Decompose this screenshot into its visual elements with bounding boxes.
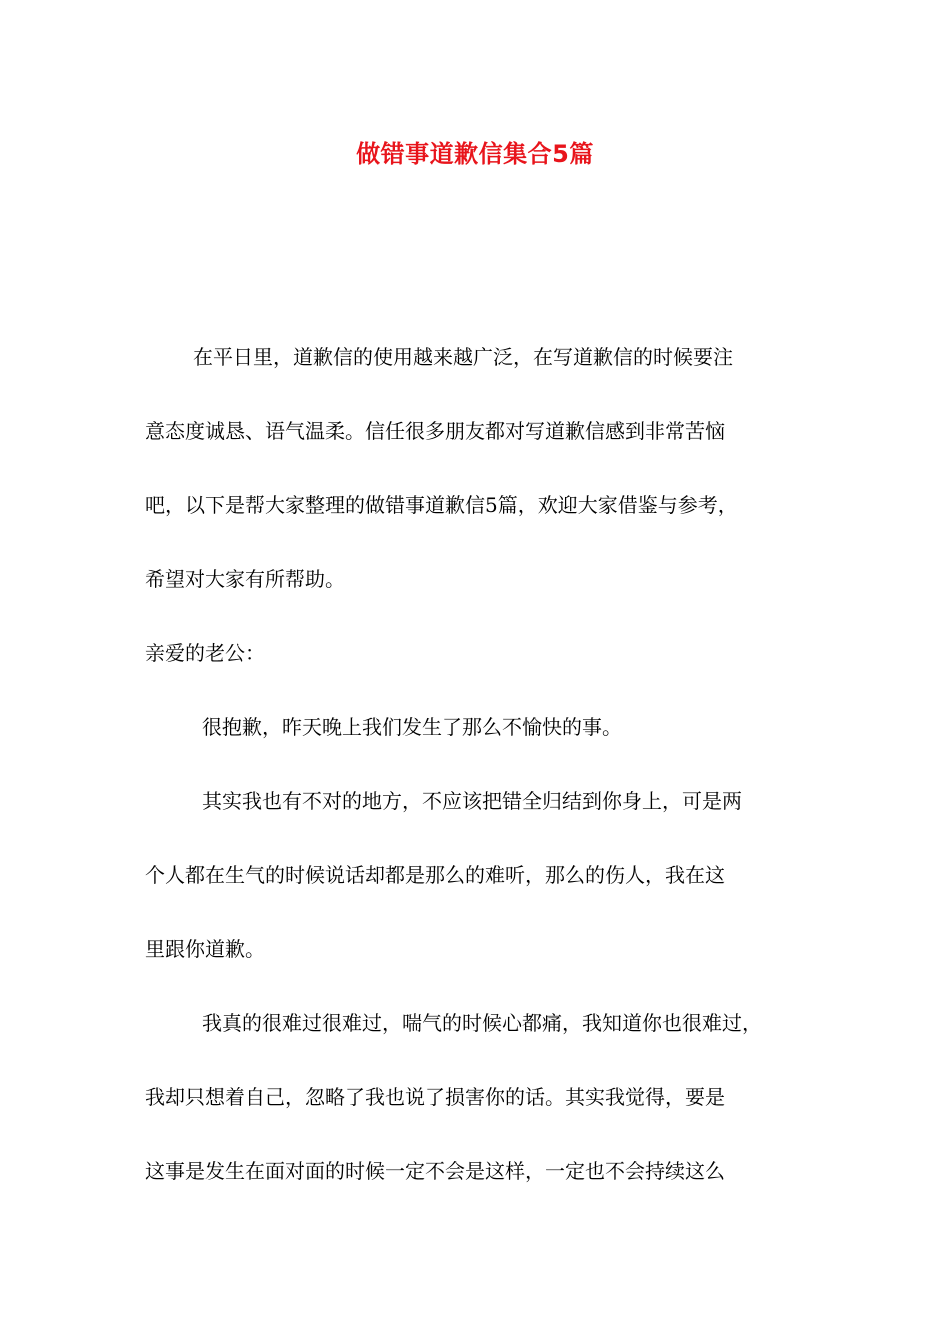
- salutation: 亲爱的老公：: [145, 641, 265, 665]
- letter-line-5: 我真的很难过很难过，喘气的时候心都痛，我知道你也很难过，: [202, 1011, 762, 1035]
- intro-line-1: 在平日里，道歉信的使用越来越广泛，在写道歉信的时候要注: [193, 345, 733, 369]
- intro-line-2: 意态度诚恳、语气温柔。信任很多朋友都对写道歉信感到非常苦恼: [145, 419, 725, 443]
- letter-line-2: 其实我也有不对的地方，不应该把错全归结到你身上，可是两: [202, 789, 742, 813]
- document-body: [145, 320, 825, 1208]
- letter-line-7: 这事是发生在面对面的时候一定不会是这样，一定也不会持续这么: [145, 1159, 725, 1183]
- intro-line-3: 吧，以下是帮大家整理的做错事道歉信5篇，欢迎大家借鉴与参考，: [145, 493, 738, 517]
- intro-line-4: 希望对大家有所帮助。: [145, 567, 345, 591]
- letter-line-1: 很抱歉，昨天晚上我们发生了那么不愉快的事。: [202, 715, 622, 739]
- document-title: 做错事道歉信集合5篇: [356, 140, 594, 168]
- letter-line-4: 里跟你道歉。: [145, 937, 265, 961]
- letter-line-3: 个人都在生气的时候说话却都是那么的难听，那么的伤人，我在这: [145, 863, 725, 887]
- letter-line-6: 我却只想着自己，忽略了我也说了损害你的话。其实我觉得，要是: [145, 1085, 725, 1109]
